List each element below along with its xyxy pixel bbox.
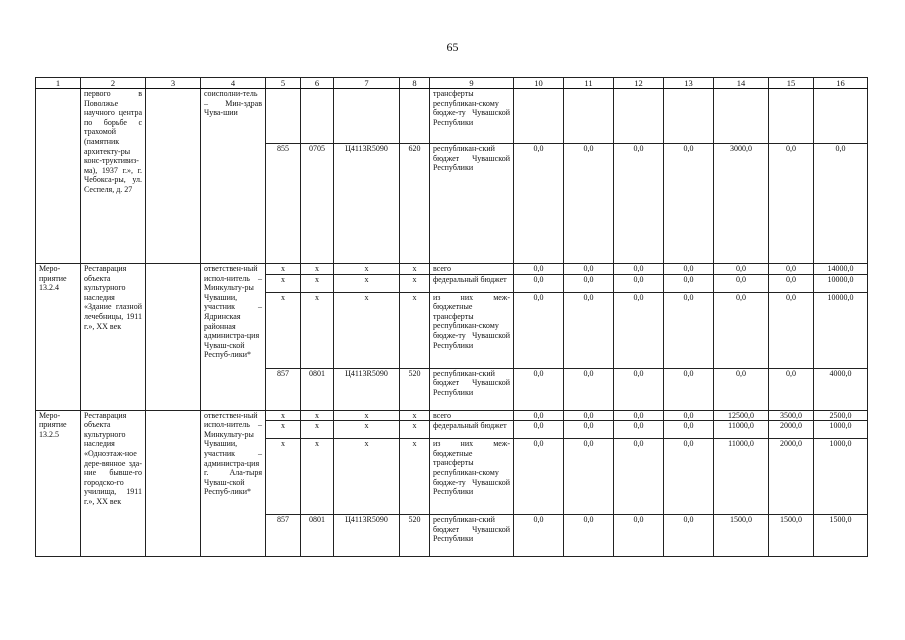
year-amount: 0,0 — [514, 515, 564, 557]
year-amount: 0,0 — [664, 144, 714, 264]
measure-name: первого в Поволжье научного центра по борьбе с трахомой (памятник архитекту-ры конс-труктивиз-ма), 1937 г.», г. Чебокса-ры, ул. Сеспеля, д. 27 — [81, 89, 146, 264]
kbk-target-article: х — [334, 421, 400, 439]
year-amount — [564, 89, 614, 144]
column-header: 15 — [769, 78, 814, 89]
year-amount: 0,0 — [614, 439, 664, 515]
kbk-expense-type: х — [400, 410, 430, 421]
kbk-expense-type: 620 — [400, 144, 430, 264]
kbk-target-article: х — [334, 264, 400, 275]
year-amount: 0,0 — [614, 410, 664, 421]
year-amount: 0,0 — [564, 264, 614, 275]
year-amount: 0,0 — [664, 274, 714, 292]
column-header: 13 — [664, 78, 714, 89]
column-header: 10 — [514, 78, 564, 89]
budget-table — [35, 77, 868, 557]
implementation-period — [146, 89, 201, 264]
funding-source: республикан-ский бюджет Чувашской Республики — [430, 515, 514, 557]
measure-code: Меро-приятие 13.2.4 — [36, 264, 81, 411]
year-amount: 10000,0 — [814, 274, 868, 292]
kbk-section: х — [301, 292, 334, 368]
year-amount: 0,0 — [614, 292, 664, 368]
column-header: 11 — [564, 78, 614, 89]
kbk-target-article: х — [334, 274, 400, 292]
kbk-target-article: х — [334, 439, 400, 515]
table-row — [36, 410, 868, 421]
year-amount: 0,0 — [814, 144, 868, 264]
measure-name: Реставрация объекта культурного наследия «Одноэтаж-ное дере-вянное зда-ние бывше-го городско-го училища, 1911 г.», XX век — [81, 410, 146, 557]
year-amount: 14000,0 — [814, 264, 868, 275]
year-amount: 0,0 — [769, 292, 814, 368]
year-amount: 4000,0 — [814, 368, 868, 410]
year-amount: 0,0 — [769, 368, 814, 410]
year-amount: 0,0 — [514, 410, 564, 421]
year-amount: 0,0 — [769, 144, 814, 264]
column-header: 3 — [146, 78, 201, 89]
year-amount: 0,0 — [514, 368, 564, 410]
kbk-section: х — [301, 439, 334, 515]
column-header: 16 — [814, 78, 868, 89]
year-amount: 0,0 — [564, 144, 614, 264]
column-header: 8 — [400, 78, 430, 89]
year-amount: 0,0 — [614, 368, 664, 410]
kbk-section — [301, 89, 334, 144]
kbk-section: х — [301, 274, 334, 292]
kbk-glava: х — [266, 410, 301, 421]
kbk-target-article: Ц4113R5090 — [334, 515, 400, 557]
year-amount: 0,0 — [564, 368, 614, 410]
year-amount: 0,0 — [769, 274, 814, 292]
funding-source: всего — [430, 264, 514, 275]
year-amount: 11000,0 — [714, 439, 769, 515]
year-amount: 1500,0 — [714, 515, 769, 557]
implementation-period — [146, 410, 201, 557]
year-amount: 1500,0 — [814, 515, 868, 557]
kbk-glava: х — [266, 292, 301, 368]
kbk-expense-type: 520 — [400, 515, 430, 557]
kbk-glava: 857 — [266, 515, 301, 557]
funding-source: федеральный бюджет — [430, 421, 514, 439]
year-amount: 0,0 — [564, 274, 614, 292]
kbk-glava: х — [266, 274, 301, 292]
kbk-expense-type — [400, 89, 430, 144]
kbk-target-article: х — [334, 292, 400, 368]
year-amount: 0,0 — [714, 292, 769, 368]
year-amount: 3000,0 — [714, 144, 769, 264]
year-amount: 0,0 — [614, 421, 664, 439]
year-amount: 0,0 — [514, 439, 564, 515]
year-amount: 0,0 — [514, 421, 564, 439]
year-amount: 11000,0 — [714, 421, 769, 439]
funding-source: из них меж-бюджетные трансферты республикан-скому бюдже-ту Чувашской Республики — [430, 439, 514, 515]
year-amount: 0,0 — [614, 264, 664, 275]
year-amount: 10000,0 — [814, 292, 868, 368]
funding-source: трансферты республикан-скому бюдже-ту Чувашской Республики — [430, 89, 514, 144]
measure-code — [36, 89, 81, 264]
year-amount: 3500,0 — [769, 410, 814, 421]
responsible-executor: соисполни-тель – Мин-здрав Чува-шии — [201, 89, 266, 264]
year-amount: 0,0 — [614, 274, 664, 292]
year-amount: 12500,0 — [714, 410, 769, 421]
year-amount: 2000,0 — [769, 439, 814, 515]
year-amount — [714, 89, 769, 144]
kbk-section: х — [301, 264, 334, 275]
kbk-expense-type: х — [400, 274, 430, 292]
funding-source: из них меж-бюджетные трансферты республикан-скому бюдже-ту Чувашской Республики — [430, 292, 514, 368]
year-amount: 0,0 — [664, 421, 714, 439]
column-header: 7 — [334, 78, 400, 89]
year-amount: 0,0 — [714, 264, 769, 275]
year-amount: 0,0 — [514, 274, 564, 292]
year-amount: 0,0 — [564, 292, 614, 368]
kbk-section: 0801 — [301, 515, 334, 557]
year-amount: 0,0 — [514, 292, 564, 368]
year-amount: 0,0 — [664, 292, 714, 368]
year-amount: 0,0 — [564, 439, 614, 515]
table-row — [36, 264, 868, 275]
kbk-section: х — [301, 421, 334, 439]
responsible-executor: ответствен-ный испол-нитель – Минкульту-ры Чувашии, участник – администра-ция г. Ала-тыря Чуваш-ской Респуб-лики* — [201, 410, 266, 557]
year-amount: 0,0 — [564, 421, 614, 439]
year-amount: 0,0 — [614, 515, 664, 557]
year-amount: 1000,0 — [814, 421, 868, 439]
year-amount — [664, 89, 714, 144]
year-amount: 0,0 — [714, 274, 769, 292]
year-amount — [514, 89, 564, 144]
year-amount: 0,0 — [564, 515, 614, 557]
responsible-executor: ответствен-ный испол-нитель – Минкульту-ры Чувашии, участник – Ядринская районная администра-ция Чуваш-ской Респуб-лики* — [201, 264, 266, 411]
year-amount — [814, 89, 868, 144]
year-amount: 0,0 — [514, 144, 564, 264]
kbk-section: х — [301, 410, 334, 421]
kbk-target-article: х — [334, 410, 400, 421]
year-amount: 0,0 — [664, 368, 714, 410]
kbk-glava: х — [266, 421, 301, 439]
kbk-expense-type: х — [400, 421, 430, 439]
kbk-section: 0801 — [301, 368, 334, 410]
kbk-glava: 855 — [266, 144, 301, 264]
year-amount — [769, 89, 814, 144]
funding-source: республикан-ский бюджет Чувашской Республики — [430, 144, 514, 264]
measure-name: Реставрация объекта культурного наследия «Здание глазной лечебницы, 1911 г.», XX век — [81, 264, 146, 411]
kbk-glava — [266, 89, 301, 144]
funding-source: федеральный бюджет — [430, 274, 514, 292]
year-amount: 1000,0 — [814, 439, 868, 515]
kbk-section: 0705 — [301, 144, 334, 264]
funding-source: всего — [430, 410, 514, 421]
year-amount: 0,0 — [514, 264, 564, 275]
year-amount: 0,0 — [769, 264, 814, 275]
kbk-expense-type: х — [400, 292, 430, 368]
header-row — [36, 78, 868, 89]
year-amount: 1500,0 — [769, 515, 814, 557]
measure-code: Меро-приятие 13.2.5 — [36, 410, 81, 557]
kbk-glava: 857 — [266, 368, 301, 410]
implementation-period — [146, 264, 201, 411]
kbk-glava: х — [266, 439, 301, 515]
kbk-expense-type: х — [400, 439, 430, 515]
year-amount: 0,0 — [664, 515, 714, 557]
kbk-target-article — [334, 89, 400, 144]
year-amount: 0,0 — [614, 144, 664, 264]
year-amount: 0,0 — [664, 439, 714, 515]
kbk-target-article: Ц4113R5090 — [334, 144, 400, 264]
kbk-glava: х — [266, 264, 301, 275]
year-amount: 0,0 — [564, 410, 614, 421]
table-row — [36, 89, 868, 144]
page-number: 65 — [446, 40, 459, 54]
kbk-expense-type: 520 — [400, 368, 430, 410]
year-amount: 0,0 — [664, 410, 714, 421]
column-header: 5 — [266, 78, 301, 89]
kbk-expense-type: х — [400, 264, 430, 275]
year-amount: 2500,0 — [814, 410, 868, 421]
column-header: 9 — [430, 78, 514, 89]
kbk-target-article: Ц4113R5090 — [334, 368, 400, 410]
column-header: 6 — [301, 78, 334, 89]
funding-source: республикан-ский бюджет Чувашской Республики — [430, 368, 514, 410]
year-amount: 0,0 — [664, 264, 714, 275]
column-header: 1 — [36, 78, 81, 89]
year-amount: 0,0 — [714, 368, 769, 410]
year-amount: 2000,0 — [769, 421, 814, 439]
year-amount — [614, 89, 664, 144]
column-header: 12 — [614, 78, 664, 89]
column-header: 4 — [201, 78, 266, 89]
column-header: 14 — [714, 78, 769, 89]
column-header: 2 — [81, 78, 146, 89]
